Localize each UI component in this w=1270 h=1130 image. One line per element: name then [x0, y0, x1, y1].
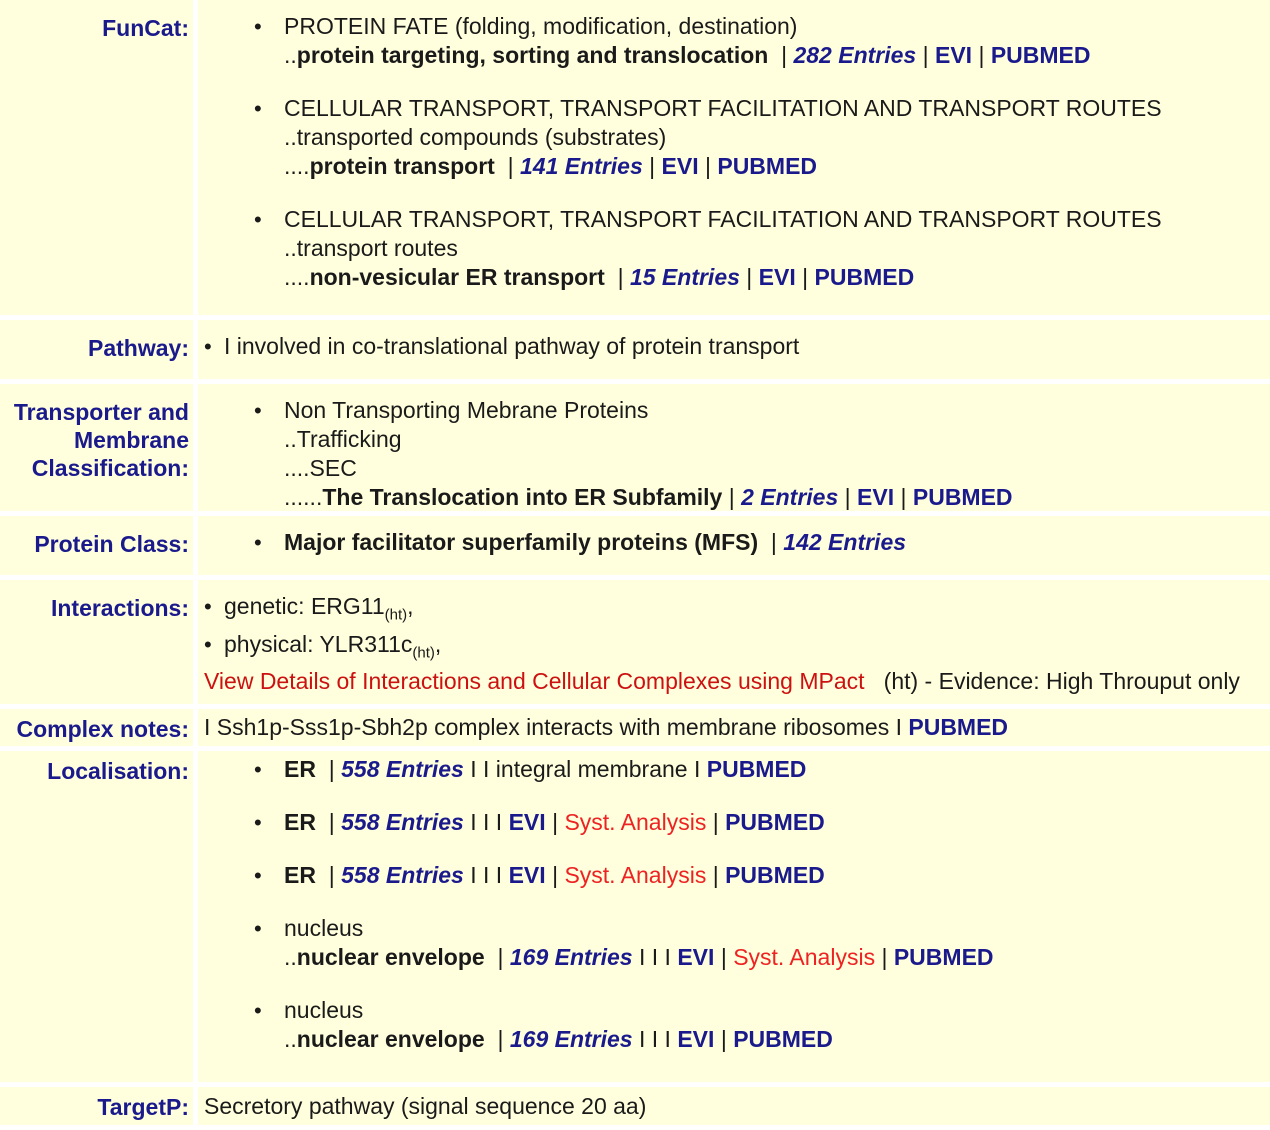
complex-notes-value — [198, 709, 1270, 746]
entries-link[interactable]: 141 Entries — [520, 153, 643, 179]
complex-notes-label: Complex notes: — [0, 709, 193, 746]
protein-class-row — [0, 516, 1270, 580]
entries-link[interactable]: 15 Entries — [629, 264, 740, 290]
pathway-row — [0, 320, 1270, 384]
pubmed-link[interactable]: PUBMED — [717, 153, 818, 179]
transporter-value — [198, 384, 1270, 511]
protein-class-term: Major facilitator superfamily proteins (MFS) — [284, 529, 759, 555]
localisation-value — [198, 751, 1270, 1082]
prefix: .. — [284, 944, 297, 970]
evi-link[interactable]: EVI — [661, 153, 699, 179]
funcat-item — [204, 94, 1264, 181]
prefix: .. — [284, 1026, 297, 1052]
complex-notes-row — [0, 709, 1270, 751]
pubmed-link[interactable]: PUBMED — [725, 862, 825, 888]
separator: | — [712, 809, 719, 835]
comma: , — [434, 630, 442, 657]
transporter-row — [0, 384, 1270, 516]
localisation-term: ER — [284, 862, 316, 888]
prefix: .... — [284, 264, 310, 290]
funcat-line: ..transported compounds (substrates) — [284, 124, 667, 150]
syst-analysis-link[interactable]: Syst. Analysis — [733, 944, 876, 970]
transporter-label — [0, 384, 193, 511]
targetp-value — [198, 1087, 1270, 1125]
physical-interaction — [204, 630, 1264, 668]
transporter-line: ..Trafficking — [284, 426, 402, 452]
separator: | — [720, 944, 727, 970]
funcat-line: ..transport routes — [284, 235, 458, 261]
separator: | — [922, 42, 929, 68]
separator: | — [617, 264, 624, 290]
separator: | — [844, 484, 851, 510]
localisation-label: Localisation: — [0, 751, 193, 1082]
prefix: ...... — [284, 484, 323, 510]
transporter-label-line: Classification: — [31, 455, 189, 481]
entries-link[interactable]: 169 Entries — [509, 944, 633, 970]
separator: I I I — [639, 944, 671, 970]
localisation-line: • nucleus — [284, 997, 364, 1023]
pubmed-link[interactable]: PUBMED — [893, 944, 994, 970]
localisation-term: nuclear envelope — [296, 944, 485, 970]
entries-link[interactable]: 558 Entries — [341, 809, 464, 835]
interactions-label: Interactions: — [0, 580, 193, 704]
prefix: .... — [284, 153, 310, 179]
entries-link[interactable]: 2 Entries — [741, 484, 839, 510]
separator: | — [720, 1026, 727, 1052]
separator: | — [712, 862, 719, 888]
pathway-value — [198, 320, 1270, 379]
separator: I I I — [639, 1026, 671, 1052]
targetp-label: TargetP: — [0, 1087, 193, 1125]
separator: I I I — [470, 809, 503, 835]
separator: I I I — [470, 862, 503, 888]
separator: | — [728, 484, 735, 510]
comma: , — [407, 593, 414, 619]
funcat-list — [204, 12, 1264, 292]
ht-subscript: (ht) — [412, 644, 435, 662]
separator: | — [802, 264, 809, 290]
pubmed-link[interactable]: PUBMED — [706, 756, 807, 782]
transporter-line: ....SEC — [284, 455, 357, 481]
transporter-label-line: Transporter and — [13, 399, 189, 425]
pubmed-link[interactable]: PUBMED — [990, 42, 1091, 68]
localisation-term: ER — [284, 809, 316, 835]
funcat-term: non-vesicular ER transport — [309, 264, 605, 290]
evi-link[interactable]: EVI — [508, 809, 546, 835]
pubmed-link[interactable]: PUBMED — [725, 809, 825, 835]
protein-class-label: Protein Class: — [0, 516, 193, 575]
evi-link[interactable]: EVI — [677, 944, 715, 970]
localisation-term: ER — [284, 756, 316, 782]
funcat-line: • PROTEIN FATE (folding, modification, destination) — [284, 13, 798, 39]
separator: | — [900, 484, 907, 510]
evi-link[interactable]: EVI — [857, 484, 895, 510]
localisation-term: nuclear envelope — [296, 1026, 485, 1052]
localisation-item — [204, 808, 1264, 837]
localisation-note: I I integral membrane I — [470, 756, 701, 782]
separator: | — [746, 264, 753, 290]
separator: | — [328, 809, 335, 835]
prefix: .. — [284, 42, 297, 68]
separator: | — [497, 944, 504, 970]
mpact-link[interactable]: View Details of Interactions and Cellular Complexes using MPact — [204, 668, 865, 695]
funcat-item — [204, 12, 1264, 70]
genetic-interaction — [204, 592, 1264, 630]
interactions-row — [0, 580, 1270, 709]
funcat-label: FunCat: — [0, 0, 193, 315]
separator: | — [704, 153, 711, 179]
funcat-line: • CELLULAR TRANSPORT, TRANSPORT FACILITATION AND TRANSPORT ROUTES — [284, 206, 1162, 232]
targetp-row — [0, 1087, 1270, 1130]
pubmed-link[interactable]: PUBMED — [733, 1026, 833, 1052]
funcat-value — [198, 0, 1270, 315]
localisation-line: • nucleus — [284, 915, 364, 941]
entries-link[interactable]: 558 Entries — [341, 862, 464, 888]
physical-label: physical: YLR311c — [224, 630, 413, 657]
funcat-line: • CELLULAR TRANSPORT, TRANSPORT FACILITATION AND TRANSPORT ROUTES — [284, 95, 1162, 121]
separator: | — [497, 1026, 504, 1052]
evi-link[interactable]: EVI — [677, 1026, 715, 1052]
pubmed-link[interactable]: PUBMED — [814, 264, 915, 290]
transporter-label-line: Membrane — [73, 427, 189, 453]
entries-link[interactable]: 282 Entries — [793, 42, 917, 68]
transporter-line: • Non Transporting Mebrane Proteins — [284, 397, 649, 423]
separator: | — [649, 153, 656, 179]
transporter-item — [204, 396, 1264, 512]
separator: | — [552, 862, 559, 888]
localisation-item — [204, 861, 1264, 890]
funcat-item — [204, 205, 1264, 292]
transporter-term: The Translocation into ER Subfamily — [322, 484, 723, 510]
entries-link[interactable]: 142 Entries — [783, 529, 907, 555]
funcat-row — [0, 0, 1270, 320]
pathway-label: Pathway: — [0, 320, 193, 379]
separator: | — [978, 42, 985, 68]
funcat-term: protein targeting, sorting and translocation — [296, 42, 769, 68]
entries-link[interactable]: 558 Entries — [341, 756, 464, 782]
separator: | — [507, 153, 514, 179]
pubmed-link[interactable]: PUBMED — [912, 484, 1013, 510]
ht-subscript: (ht) — [384, 606, 408, 624]
complex-notes-text: I Ssh1p-Sss1p-Sbh2p complex interacts with membrane ribosomes I — [204, 714, 902, 740]
separator: | — [328, 756, 335, 782]
protein-class-item — [204, 528, 1264, 557]
protein-class-value — [198, 516, 1270, 575]
interactions-value — [198, 580, 1270, 704]
localisation-item — [204, 996, 1264, 1054]
evidence-note: (ht) - Evidence: High Throuput only — [883, 668, 1240, 695]
localisation-item — [204, 914, 1264, 972]
pathway-item: • I involved in co-translational pathway of protein transport — [204, 332, 1264, 361]
syst-analysis-link[interactable]: Syst. Analysis — [564, 862, 707, 888]
pubmed-link[interactable]: PUBMED — [908, 714, 1009, 740]
evi-link[interactable]: EVI — [934, 42, 973, 68]
mpact-line — [204, 667, 1264, 696]
evi-link[interactable]: EVI — [758, 264, 796, 290]
separator: | — [881, 944, 888, 970]
localisation-item — [204, 755, 1264, 784]
separator: | — [552, 809, 559, 835]
genetic-label: genetic: ERG11 — [224, 593, 385, 619]
localisation-row — [0, 751, 1270, 1087]
separator: | — [328, 862, 335, 888]
targetp-text: Secretory pathway (signal sequence 20 aa) — [204, 1093, 647, 1119]
syst-analysis-link[interactable]: Syst. Analysis — [564, 809, 707, 835]
entries-link[interactable]: 169 Entries — [509, 1026, 633, 1052]
evi-link[interactable]: EVI — [508, 862, 546, 888]
funcat-term: protein transport — [309, 153, 495, 179]
separator: | — [770, 529, 777, 555]
separator: | — [781, 42, 788, 68]
